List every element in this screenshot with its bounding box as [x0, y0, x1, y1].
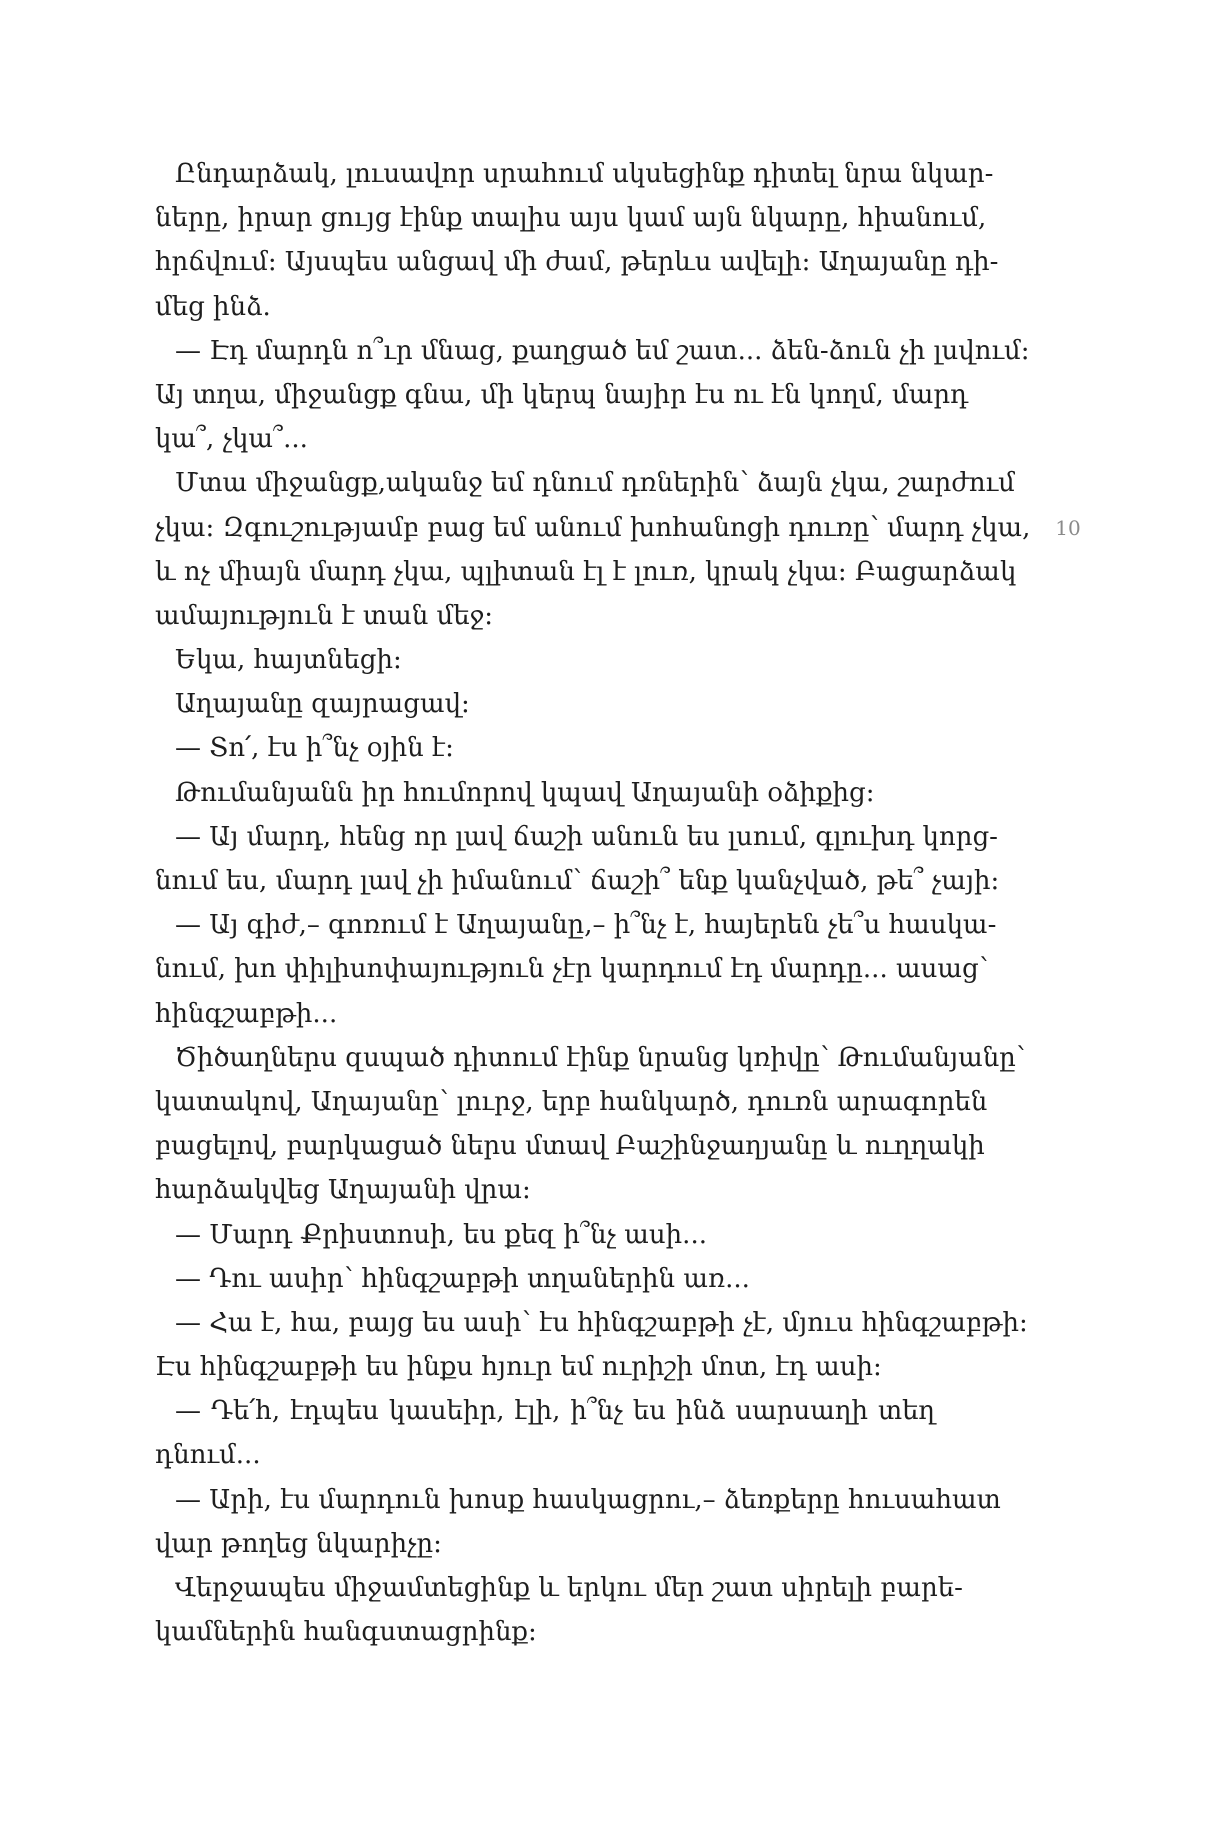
text-line: դնում...	[155, 1440, 261, 1471]
text-line: Թումանյանն իր հումորով կպավ Աղայանի օձիքից։	[175, 777, 875, 808]
text-line: ամայություն է տան մեջ։	[155, 600, 494, 631]
text-line: կամներին հանգստացրինք։	[155, 1617, 537, 1648]
text-line: — Դե՛հ, էդպես կասեիր, էլի, ի՞նչ ես ինձ սարսաղի տեղ	[175, 1396, 935, 1427]
text-line: Մտա միջանցք,ականջ եմ դնում դռներին՝ ձայն չկա, շարժում	[175, 468, 1015, 499]
text-line: հարձակվեց Աղայանի վրա։	[155, 1175, 531, 1206]
text-line: չկա։ Զգուշությամբ բաց եմ անում խոհանոցի դուռը՝ մարդ չկա,	[155, 512, 1031, 543]
text-line: — Տո՛, էս ի՞նչ օյին է։	[175, 733, 455, 764]
text-line: կատակով, Աղայանը՝ լուրջ, երբ հանկարծ, դուռն արագորեն	[155, 1086, 988, 1117]
text-line: — Հա է, հա, բայց ես ասի՝ էս հինգշաբթի չէ, մյուս հինգշաբթի։	[175, 1307, 1028, 1338]
text-line: Ընդարձակ, լուսավոր սրահում սկսեցինք դիտել նրա նկար-	[175, 159, 994, 189]
body-text	[155, 152, 1031, 1654]
text-line: նում, խո փիլիսոփայություն չէր կարդում էդ մարդը... ասաց՝	[155, 954, 989, 985]
text-line: Այ տղա, միջանցք գնա, մի կերպ նայիր էս ու էն կողմ, մարդ	[155, 379, 969, 410]
text-line: կա՞, չկա՞...	[155, 424, 308, 455]
text-line: և ոչ միայն մարդ չկա, պլիտան էլ է լուռ, կրակ չկա։ Բացարձակ	[155, 556, 1017, 587]
text-line: Ծիծաղներս զսպած դիտում էինք նրանց կռիվը՝ Թումանյանը՝	[175, 1042, 1026, 1073]
text-line: — Մարդ Քրիստոսի, ես քեզ ի՞նչ ասի...	[175, 1219, 707, 1250]
text-line: — Էդ մարդն ո՞ւր մնաց, քաղցած եմ շատ... ձեն-ձուն չի լսվում։	[175, 335, 1030, 366]
text-line: Էս հինգշաբթի ես ինքս հյուր եմ ուրիշի մոտ, էդ ասի։	[155, 1352, 882, 1383]
text-line: Վերջապես միջամտեցինք և երկու մեր շատ սիրելի բարե-	[175, 1573, 963, 1603]
text-line: ները, իրար ցույց էինք տալիս այս կամ այն նկարը, հիանում,	[155, 203, 987, 234]
text-line: — Դու ասիր՝ հինգշաբթի տղաներին առ...	[175, 1263, 750, 1294]
text-line: — Արի, էս մարդուն խոսք հասկացրու,– ձեռքերը հուսահատ	[175, 1484, 1001, 1515]
page-number: 10	[1055, 516, 1081, 540]
text-line: — Այ մարդ, հենց որ լավ ճաշի անուն ես լսում, գլուխդ կորց-	[175, 821, 998, 852]
text-line: Եկա, հայտնեցի։	[175, 645, 402, 676]
text-line: վար թողեց նկարիչը։	[155, 1528, 442, 1559]
text-line: նում ես, մարդ լավ չի իմանում՝ ճաշի՞ ենք կանչված, թե՞ չայի։	[155, 866, 1000, 896]
text-line: բացելով, բարկացած ներս մտավ Բաշինջաղյանը և ուղղակի	[155, 1131, 985, 1162]
text-line: Աղայանը զայրացավ։	[175, 689, 470, 720]
text-line: հինգշաբթի...	[155, 998, 338, 1029]
text-line: մեց ինձ.	[155, 291, 271, 322]
text-line: հրճվում։ Այսպես անցավ մի ժամ, թերևս ավելի։ Աղայանը դի-	[155, 247, 999, 278]
text-line: — Այ գիժ,– գոռում է Աղայանը,– ի՞նչ է, հայերեն չե՞ս հասկա-	[175, 910, 997, 941]
